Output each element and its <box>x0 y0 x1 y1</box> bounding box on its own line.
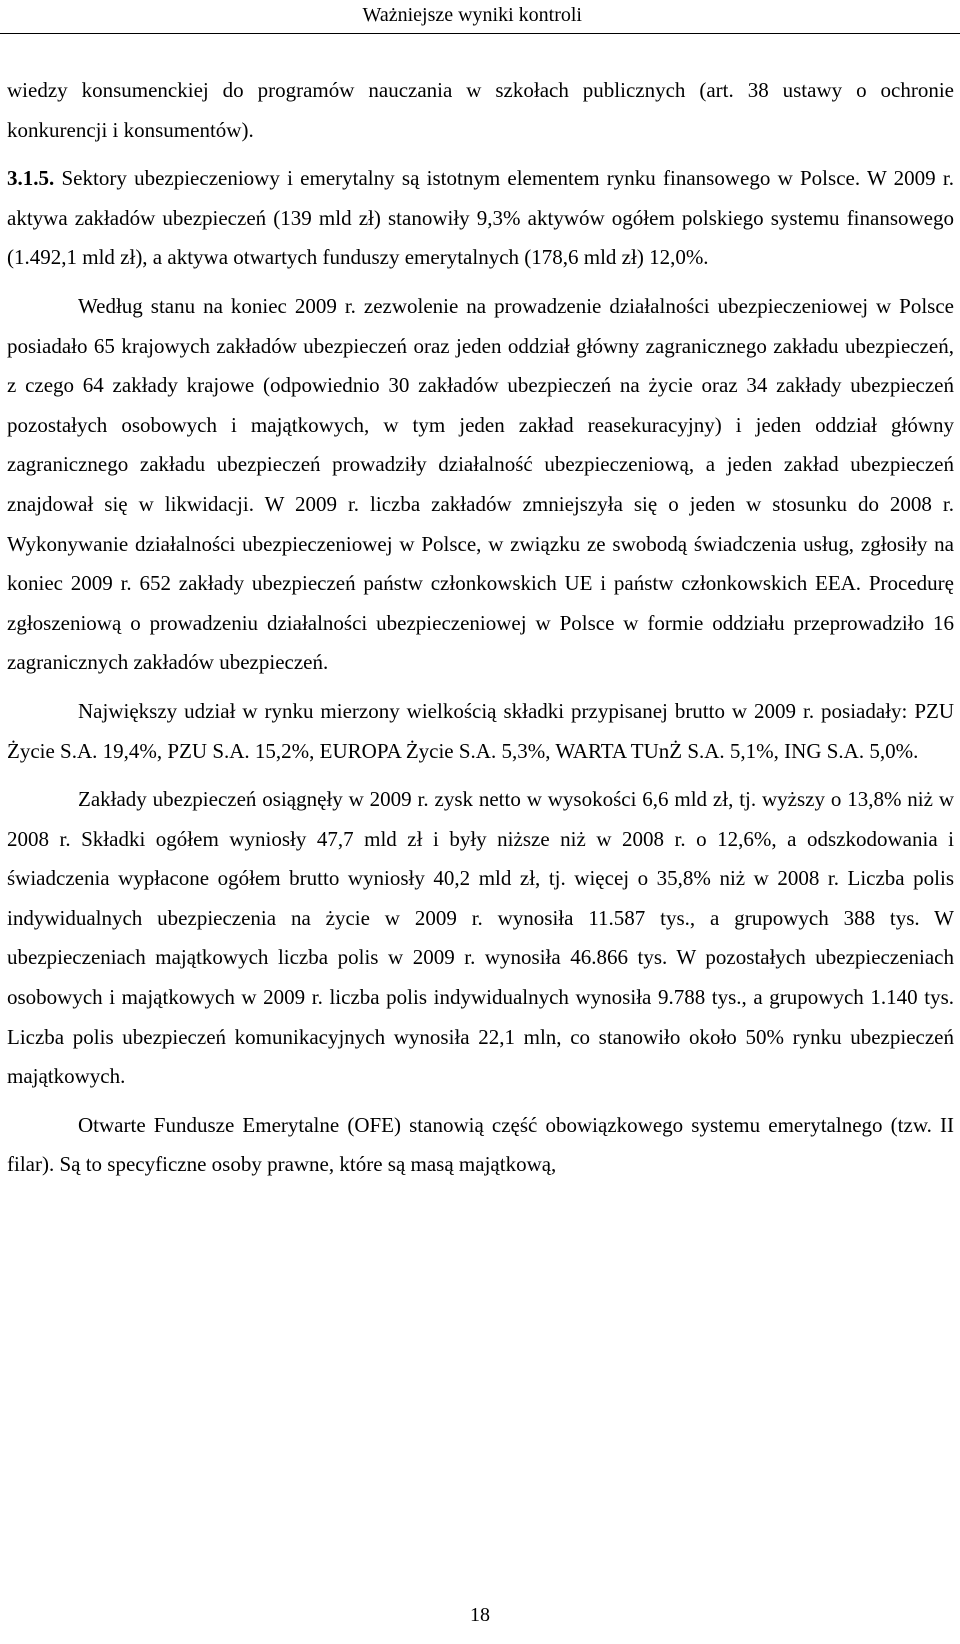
section-number: 3.1.5. <box>7 166 55 191</box>
document-body <box>7 71 954 1194</box>
paragraph-insurance-permits: Według stanu na koniec 2009 r. zezwolenie na prowadzenie działalności ubezpieczeniowej w Polsce posiadało 65 krajowych zakładów ubezpieczeń oraz jeden oddział główny zagranicznego zakładu ubezpieczeń, z czego 64 zakłady krajowe (odpowiednio 30 zakładów ubezpieczeń na życie oraz 34 zakłady ubezpieczeń pozostałych osobowych i majątkowych, w tym jeden zakład reasekuracyjny) i jeden oddział główny zagranicznego zakładu ubezpieczeń prowadziły działalność ubezpieczeniową, a jeden zakład ubezpieczeń znajdował się w likwidacji. W 2009 r. liczba zakładów zmniejszyła się o jeden w stosunku do 2008 r. Wykonywanie działalności ubezpieczeniowej w Polsce, w związku ze swobodą świadczenia usług, zgłosiły na koniec 2009 r. 652 zakłady ubezpieczeń państw członkowskich UE i państw członkowskich EEA. Procedurę zgłoszeniową o prowadzeniu działalności ubezpieczeniowej w Polsce w formie oddziału przeprowadziło 16 zagranicznych zakładów ubezpieczeń. <box>7 293 954 675</box>
running-header <box>0 0 960 34</box>
running-title: Ważniejsze wyniki kontroli <box>362 4 582 26</box>
paragraph-section-3-1-5 <box>7 159 954 278</box>
section-intro-text: Sektory ubezpieczeniowy i emerytalny są istotnym elementem rynku finansowego w Polsce. W 2009 r. aktywa zakładów ubezpieczeń (139 mld zł) stanowiły 9,3% aktywów ogółem polskiego systemu finansowego (1.492,1 mld zł), a aktywa otwartych funduszy emerytalnych (178,6 mld zł) 12,0%. <box>7 166 954 270</box>
paragraph-market-share: Największy udział w rynku mierzony wielkością składki przypisanej brutto w 2009 r. posiadały: PZU Życie S.A. 19,4%, PZU S.A. 15,2%, EUROPA Życie S.A. 5,3%, WARTA TUnŻ S.A. 5,1%, ING S.A. 5,0%. <box>7 698 954 763</box>
page-number: 18 <box>470 1604 490 1626</box>
paragraph-ofe: Otwarte Fundusze Emerytalne (OFE) stanowią część obowiązkowego systemu emerytalnego (tzw. II filar). Są to specyficzne osoby prawne, które są masą majątkową, <box>7 1112 954 1177</box>
paragraph-consumer-knowledge: wiedzy konsumenckiej do programów nauczania w szkołach publicznych (art. 38 ustawy o ochronie konkurencji i konsumentów). <box>7 78 954 142</box>
paragraph-insurance-results: Zakłady ubezpieczeń osiągnęły w 2009 r. zysk netto w wysokości 6,6 mld zł, tj. wyższy o 13,8% niż w 2008 r. Składki ogółem wyniosły 47,7 mld zł i były niższe niż w 2008 r. o 12,6%, a odszkodowania i świadczenia wypłacone ogółem brutto wyniosły 40,2 mld zł, tj. więcej o 35,8% niż w 2008 r. Liczba polis indywidualnych ubezpieczenia na życie w 2009 r. wynosiła 11.587 tys., a grupowych 388 tys. W ubezpieczeniach majątkowych liczba polis w 2009 r. wynosiła 46.866 tys. W pozostałych ubezpieczeniach osobowych i majątkowych w 2009 r. liczba polis indywidualnych wynosiła 9.788 tys., a grupowych 1.140 tys. Liczba polis ubezpieczeń komunikacyjnych wynosiła 22,1 mln, co stanowiło około 50% rynku ubezpieczeń majątkowych. <box>7 787 954 1089</box>
